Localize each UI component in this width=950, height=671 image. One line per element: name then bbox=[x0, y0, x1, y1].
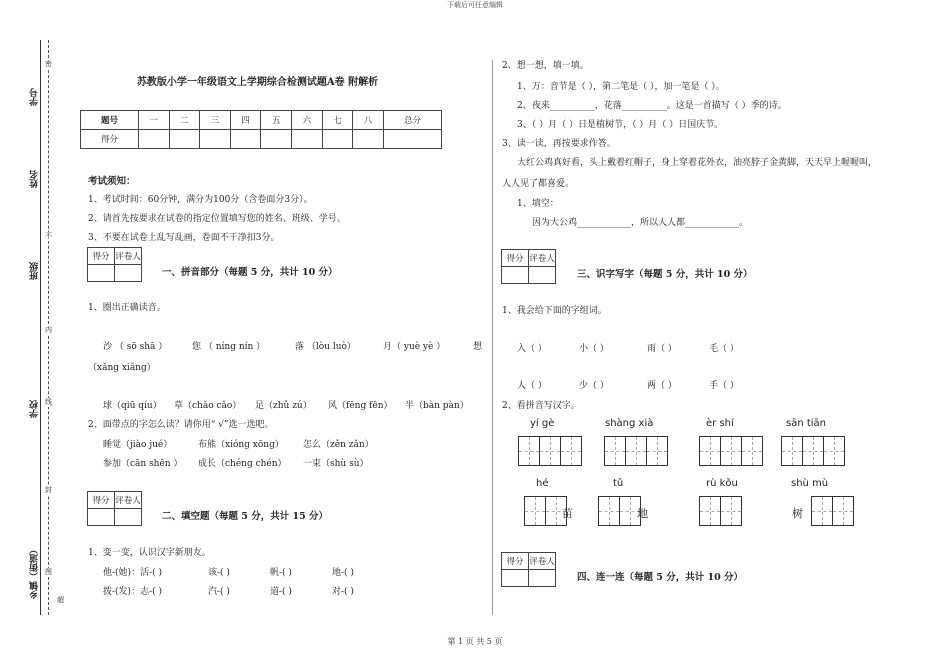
section3-title: 三、识字写字（每题 5 分，共计 10 分） bbox=[577, 269, 753, 280]
pinyin-item: 风（fēng fēn） bbox=[328, 401, 393, 411]
score-cell[interactable] bbox=[322, 130, 353, 149]
binding-line bbox=[40, 40, 41, 615]
section4-scorebox bbox=[501, 552, 556, 587]
given-char: 树 bbox=[792, 507, 803, 520]
pinyin-item: 想 bbox=[473, 342, 483, 352]
cut-char: 不 bbox=[45, 232, 52, 240]
question: 2、面带点的字怎么读？请你用“ √”选一选吧。 bbox=[88, 420, 274, 430]
label-class: 班级 bbox=[30, 262, 40, 280]
question: 1、圈出正确读音。 bbox=[88, 303, 166, 313]
writing-grid[interactable] bbox=[700, 436, 763, 466]
pinyin-label: tǔ bbox=[613, 478, 624, 489]
notice-item: 1、考试时间：60分钟，满分为100分（含卷面分3分）。 bbox=[88, 195, 313, 205]
cut-char: 密 bbox=[45, 60, 52, 68]
word-item: 人（ ） bbox=[517, 381, 547, 391]
scorebox-score-cell[interactable] bbox=[502, 570, 529, 587]
notice-item: 3、不要在试卷上乱写乱画，卷面不干净扣3分。 bbox=[88, 233, 280, 243]
fill-item: 3、（ ）月（ ）日是植树节，（ ）月（ ）日国庆节。 bbox=[517, 120, 724, 130]
fill-item: 他-(她)：活-( ) bbox=[103, 568, 162, 578]
word-item: 毛（ ） bbox=[709, 344, 739, 354]
label-name: 姓名 bbox=[30, 170, 40, 188]
section3-scorebox bbox=[501, 249, 556, 284]
pinyin-label: yí gè bbox=[530, 418, 555, 429]
writing-grid[interactable] bbox=[525, 496, 567, 526]
writing-grid[interactable] bbox=[599, 496, 641, 526]
scorebox-grader-label: 评卷人 bbox=[529, 553, 556, 570]
cut-char-bottom: 超 bbox=[57, 596, 64, 604]
reading-item: 一束（shù sù） bbox=[303, 459, 369, 469]
label-school: 学校 bbox=[30, 400, 40, 418]
word-item: 入（ ） bbox=[517, 344, 547, 354]
section1-title: 一、拼音部分（每题 5 分，共计 10 分） bbox=[162, 267, 338, 278]
scorebox-grader-cell[interactable] bbox=[529, 570, 556, 587]
scorebox-grader-label: 评卷人 bbox=[115, 492, 142, 509]
fill-item: 2、夜来__________，花落__________。这是一首描写（ ）季的诗。 bbox=[517, 101, 787, 111]
page-footer: 第 1 页 共 5 页 bbox=[447, 637, 503, 646]
pinyin-label: shàng xià bbox=[605, 418, 654, 429]
given-char: 苗 bbox=[562, 507, 573, 520]
reading-item: 布熊（xióng xōng） bbox=[198, 440, 284, 450]
pinyin-item: 沙 （ sō shā ） bbox=[103, 342, 168, 352]
fill-item: 拨-(发)：志-( ) bbox=[103, 587, 162, 597]
scorebox-grader-cell[interactable] bbox=[115, 265, 142, 282]
fill-item: 对-( ) bbox=[332, 587, 354, 597]
score-table-header: 二 bbox=[169, 111, 200, 130]
passage-line: 大红公鸡真好看，头上戴着红帽子，身上穿着花外衣，油亮脖子金黄脚，天天早上喔喔叫， bbox=[517, 158, 878, 168]
score-cell[interactable] bbox=[261, 130, 292, 149]
section4-title: 四、连一连（每题 5 分，共计 10 分） bbox=[577, 572, 744, 583]
given-char: 地 bbox=[637, 507, 648, 520]
score-cell[interactable] bbox=[138, 130, 169, 149]
fill-item: 帆-( ) bbox=[270, 568, 292, 578]
passage-line: 人人见了都喜爱。 bbox=[502, 179, 575, 189]
pinyin-label: rù kǒu bbox=[706, 478, 738, 489]
cut-char: 图 bbox=[45, 568, 52, 576]
question: 1、我会给下面的字组词。 bbox=[502, 306, 607, 316]
fill-item: 道-( ) bbox=[270, 587, 292, 597]
pinyin-item: 月（ yuè yè ） bbox=[383, 342, 446, 352]
reading-item: 参加（cān shēn ） bbox=[103, 459, 183, 469]
score-cell[interactable] bbox=[169, 130, 200, 149]
section2-title: 二、填空题（每题 5 分，共计 15 分） bbox=[162, 511, 329, 522]
score-table-header: 一 bbox=[138, 111, 169, 130]
score-cell[interactable] bbox=[200, 130, 231, 149]
writing-grid[interactable] bbox=[519, 436, 582, 466]
pinyin-item: 半（bàn pàn） bbox=[405, 401, 469, 411]
fill-item: 1、万：音节是（ ），第二笔是（ ），加一笔是（ ）。 bbox=[517, 82, 725, 92]
scorebox-score-label: 得分 bbox=[502, 553, 529, 570]
scorebox-score-label: 得分 bbox=[88, 248, 115, 265]
word-item: 两（ ） bbox=[647, 381, 677, 391]
fill-item: 该-( ) bbox=[208, 568, 230, 578]
writing-grid[interactable] bbox=[812, 496, 854, 526]
score-table-score-row bbox=[81, 130, 442, 149]
score-table-header: 题号 bbox=[81, 111, 139, 130]
score-table-header: 八 bbox=[353, 111, 384, 130]
label-student-id: 学号 bbox=[30, 88, 40, 106]
pinyin-label: shù mù bbox=[791, 478, 829, 489]
pinyin-item: 落 （lòu luò） bbox=[295, 342, 356, 352]
score-table-header: 三 bbox=[200, 111, 231, 130]
scorebox-score-label: 得分 bbox=[88, 492, 115, 509]
word-item: 手（ ） bbox=[709, 381, 739, 391]
pinyin-label: èr shí bbox=[706, 418, 734, 429]
pinyin-item: 足（zhǔ zú） bbox=[255, 401, 312, 411]
section2-scorebox bbox=[87, 491, 142, 526]
pinyin-label: hé bbox=[536, 478, 549, 489]
score-table-header: 六 bbox=[292, 111, 323, 130]
scorebox-grader-cell[interactable] bbox=[529, 267, 556, 284]
scorebox-score-label: 得分 bbox=[502, 250, 529, 267]
writing-grid[interactable] bbox=[605, 436, 668, 466]
cut-char: 线 bbox=[45, 398, 52, 406]
pinyin-item: （xǎng xiǎng） bbox=[88, 363, 156, 373]
column-divider bbox=[492, 60, 493, 615]
fill-item: 地-( ) bbox=[332, 568, 354, 578]
document-title: 苏教版小学一年级语文上学期综合检测试题A卷 附解析 bbox=[136, 77, 379, 88]
score-table-header: 五 bbox=[261, 111, 292, 130]
reading-item: 睡觉（jiào jué） bbox=[103, 440, 173, 450]
fill-title: 1、填空： bbox=[517, 199, 559, 209]
score-table-header: 总分 bbox=[383, 111, 441, 130]
pinyin-item: 球（qiū qíu） bbox=[103, 401, 162, 411]
scorebox-grader-label: 评卷人 bbox=[529, 250, 556, 267]
score-cell[interactable] bbox=[292, 130, 323, 149]
header-note: 下载后可任意编辑 bbox=[447, 1, 503, 9]
question: 2、看拼音写汉字。 bbox=[502, 401, 580, 411]
score-row-label: 得分 bbox=[81, 130, 139, 149]
notice-item: 2、请首先按要求在试卷的指定位置填写您的姓名、班级、学号。 bbox=[88, 214, 346, 224]
word-item: 雨（ ） bbox=[647, 344, 677, 354]
scorebox-score-cell[interactable] bbox=[502, 267, 529, 284]
cut-char: 封 bbox=[45, 486, 52, 494]
question: 3、读一读，再按要求作答。 bbox=[502, 139, 616, 149]
scorebox-grader-label: 评卷人 bbox=[115, 248, 142, 265]
fill-item: 因为大公鸡____________，所以人人都____________。 bbox=[532, 218, 749, 228]
pinyin-item: 草（chǎo cǎo） bbox=[174, 401, 242, 411]
scorebox-grader-cell[interactable] bbox=[115, 509, 142, 526]
reading-item: 成长（chéng chén） bbox=[198, 459, 287, 469]
scorebox-score-cell[interactable] bbox=[88, 265, 115, 282]
notice-title: 考试须知： bbox=[88, 176, 136, 187]
writing-grid[interactable] bbox=[782, 436, 845, 466]
score-cell[interactable] bbox=[230, 130, 261, 149]
score-cell[interactable] bbox=[353, 130, 384, 149]
score-table-header: 四 bbox=[230, 111, 261, 130]
question: 2、想一想，填一填。 bbox=[502, 61, 589, 71]
pinyin-label: sān tiān bbox=[786, 418, 827, 429]
word-item: 少（ ） bbox=[579, 381, 609, 391]
section1-scorebox bbox=[87, 247, 142, 282]
question: 1、变一变，认识汉字新朋友。 bbox=[88, 548, 211, 558]
pinyin-item: 您 （ níng nín ） bbox=[192, 342, 266, 352]
writing-grid[interactable] bbox=[700, 496, 742, 526]
score-cell[interactable] bbox=[383, 130, 441, 149]
scorebox-score-cell[interactable] bbox=[88, 509, 115, 526]
reading-item: 怎么（zěn zǎn） bbox=[303, 440, 374, 450]
cut-char: 内 bbox=[45, 326, 52, 334]
score-table-header-row bbox=[81, 111, 442, 130]
word-item: 小（ ） bbox=[579, 344, 609, 354]
score-table-header: 七 bbox=[322, 111, 353, 130]
fill-item: 汽-( ) bbox=[208, 587, 230, 597]
score-table bbox=[80, 110, 442, 149]
label-township: 乡镇（街道） bbox=[30, 545, 40, 599]
